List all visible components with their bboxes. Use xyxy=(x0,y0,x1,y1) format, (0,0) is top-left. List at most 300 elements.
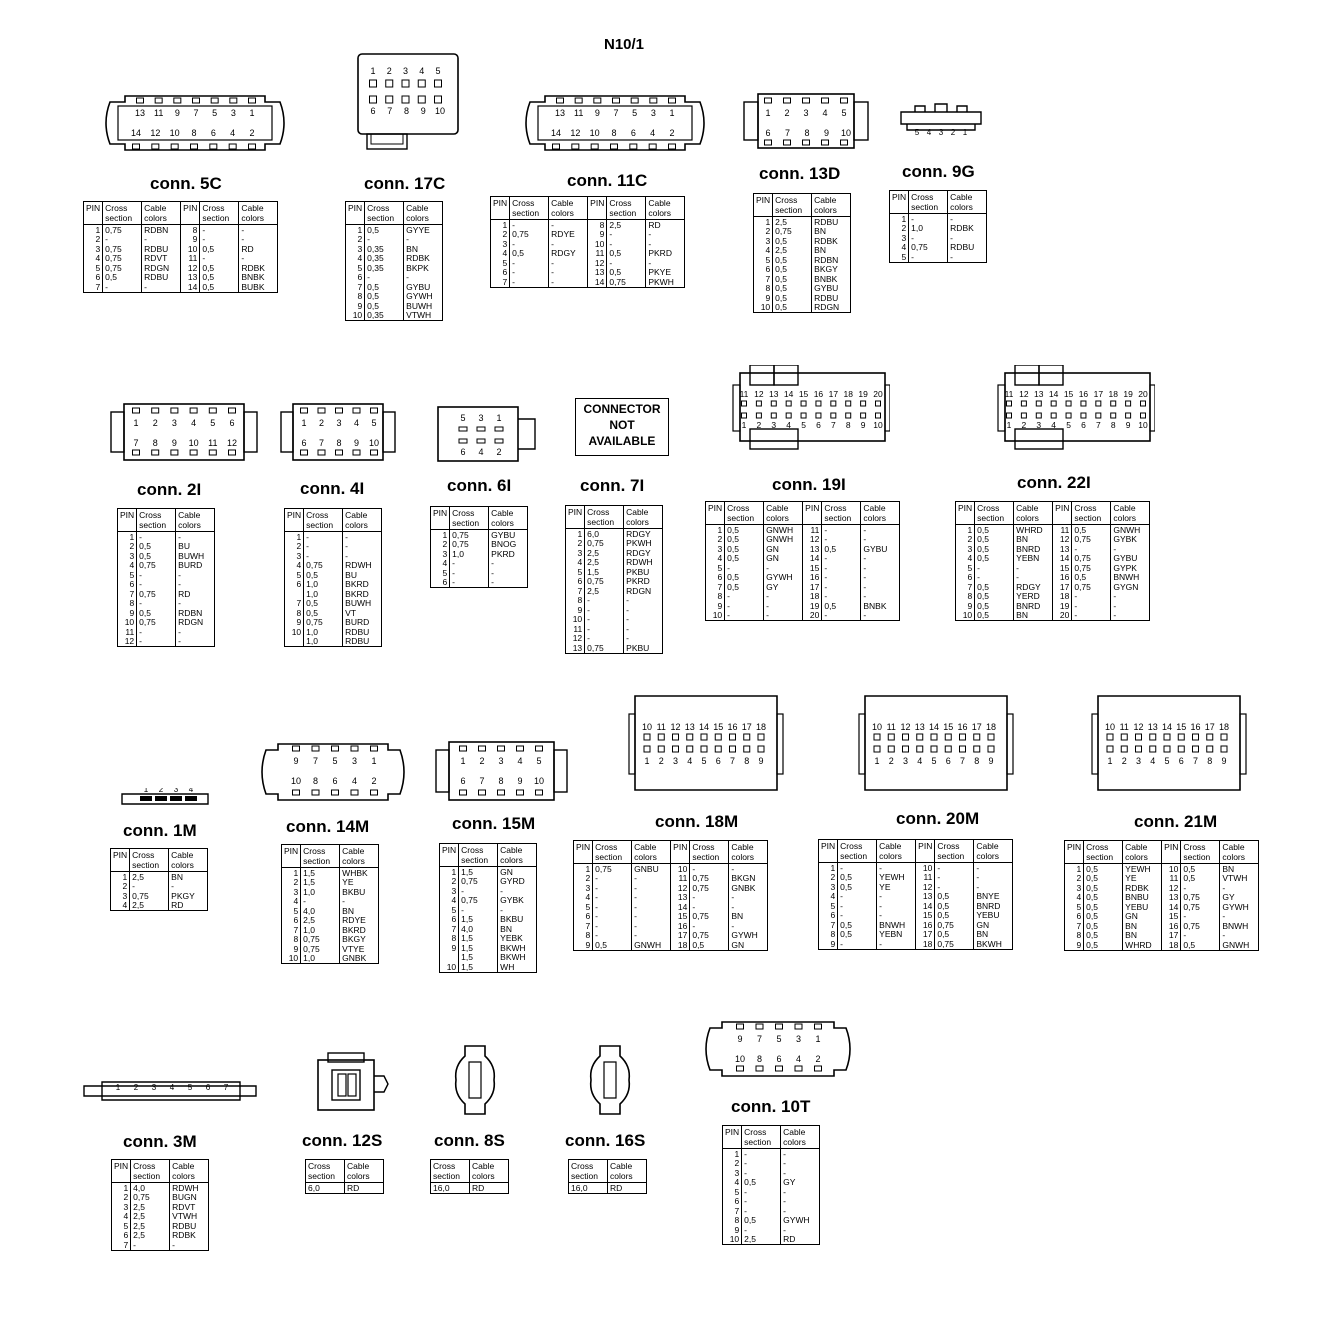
pin-cavity xyxy=(715,734,721,740)
pin-label: 10 xyxy=(368,438,380,448)
header-pin-line1: PIN xyxy=(821,841,836,851)
pin-label: 3 xyxy=(1036,420,1042,430)
pin-label: 6 xyxy=(370,106,376,116)
pin-cavity xyxy=(1081,401,1086,406)
connector-7I-label: conn. 7I xyxy=(580,476,645,495)
header-cable-colors xyxy=(781,1126,820,1149)
header-cross-section xyxy=(690,841,729,864)
pin-label: 7 xyxy=(613,108,619,118)
pin-label: 18 xyxy=(985,722,997,732)
header-cable-colors xyxy=(877,840,916,863)
cable-color: - xyxy=(343,551,382,561)
pin-label: 1 xyxy=(644,756,650,766)
header-cable-colors xyxy=(764,502,803,525)
header-pin xyxy=(574,841,593,864)
header-pin-line1: PIN xyxy=(287,510,302,520)
cable-color: BNBK xyxy=(861,601,900,611)
cross-section: 0,5 xyxy=(742,1178,781,1188)
pin-cavity xyxy=(229,144,236,149)
pin-number: 2 xyxy=(1065,874,1084,884)
pin-number: 6 xyxy=(706,573,725,583)
header-cable-colors xyxy=(170,1160,209,1183)
cross-section: 1,5 xyxy=(459,943,498,953)
cross-section: 0,75 xyxy=(1072,582,1111,592)
table-row xyxy=(566,539,663,549)
pin-number: 8 xyxy=(1065,931,1084,941)
cable-color: - xyxy=(861,611,900,621)
cable-color: - xyxy=(624,605,663,615)
pin-cavity xyxy=(776,1024,783,1029)
connector-4I-label: conn. 4I xyxy=(300,479,365,498)
pin-cavity xyxy=(460,746,467,751)
cross-section: - xyxy=(607,239,646,249)
header-cable-colors-line2: colors xyxy=(1125,852,1148,862)
cable-color: YE xyxy=(877,882,916,892)
table-row xyxy=(111,901,208,911)
cable-color: - xyxy=(343,542,382,552)
cross-section: 0,5 xyxy=(1084,931,1123,941)
pin-table-header xyxy=(574,841,768,864)
cross-section: 1,0 xyxy=(301,887,340,897)
header-cable-colors xyxy=(340,845,379,868)
pin-number: 10 xyxy=(706,611,725,621)
cross-section: 4,0 xyxy=(459,924,498,934)
cross-section: 0,5 xyxy=(725,544,764,554)
pin-label: 11 xyxy=(1004,389,1014,399)
pin-label: 5 xyxy=(632,108,638,118)
header-cable-colors-line1: Cable xyxy=(342,846,365,856)
cable-color: RD xyxy=(169,901,208,911)
cable-color: PKBU xyxy=(624,567,663,577)
pin-label: 10 xyxy=(1104,722,1116,732)
cable-color: - xyxy=(877,911,916,921)
cross-section: - xyxy=(137,599,176,609)
header-cross-section-line1: Cross xyxy=(303,846,326,856)
header-cross-section-line2: section xyxy=(139,520,167,530)
pin-number: 3 xyxy=(754,236,773,246)
cable-color: RDBN xyxy=(142,225,181,235)
header-cross-section-line1: Cross xyxy=(775,195,798,205)
pin-cavity xyxy=(1121,734,1127,740)
pin-label: 2 xyxy=(386,66,392,76)
cable-color: RDGN xyxy=(812,303,851,313)
pin-table-header xyxy=(84,202,278,225)
pin-cavity xyxy=(931,746,937,752)
table-row xyxy=(440,953,537,963)
cable-color: BNBK xyxy=(239,273,278,283)
connector-8S-drawing xyxy=(450,1042,500,1118)
header-cable-colors-line1: Cable xyxy=(976,841,999,851)
pin-label: 3 xyxy=(902,756,909,766)
cross-section: 2,5 xyxy=(301,916,340,926)
header-cross-section xyxy=(822,502,861,525)
pin-number: 1 xyxy=(956,525,975,535)
table-row xyxy=(431,530,528,540)
connector-10T-drawing xyxy=(702,1018,854,1080)
cable-color: BKGY xyxy=(812,265,851,275)
pin-cavity xyxy=(1136,734,1142,740)
pin-label: 10 xyxy=(533,776,545,786)
cable-color: BN xyxy=(812,227,851,237)
header-pin-line1: PIN xyxy=(568,507,583,517)
pin-cavity xyxy=(730,746,736,752)
cross-section: - xyxy=(510,239,549,249)
pin-cavity xyxy=(155,98,162,103)
pin-label: 7 xyxy=(1095,420,1101,430)
cross-section: - xyxy=(585,615,624,625)
pin-number: 8 xyxy=(566,596,585,606)
cross-section: 1,0 xyxy=(304,627,343,637)
pin-label: 7 xyxy=(830,420,836,430)
pin-cavity xyxy=(1126,413,1131,418)
pin-label: 5 xyxy=(931,756,937,766)
table-row xyxy=(84,254,278,264)
cable-color: RDBN xyxy=(176,608,215,618)
pin-table xyxy=(430,506,528,588)
cross-section: - xyxy=(690,921,729,931)
pin-label: 1 xyxy=(874,756,880,766)
table-row xyxy=(754,217,851,227)
cross-section: 0,5 xyxy=(742,1216,781,1226)
pin-cavity xyxy=(1007,413,1012,418)
pin-label: 3 xyxy=(478,413,484,423)
pin-number: 8 xyxy=(706,592,725,602)
header-cable-colors-line1: Cable xyxy=(1016,503,1039,513)
cable-color: GN xyxy=(764,544,803,554)
cable-color: GNWH xyxy=(1111,525,1150,535)
table-row xyxy=(1065,912,1259,922)
pin-number: 1 xyxy=(84,225,103,235)
pin-cavity xyxy=(771,401,776,406)
cross-section: 0,35 xyxy=(365,263,404,273)
cross-section: 2,5 xyxy=(131,1202,170,1212)
pin-cavity xyxy=(988,734,994,740)
pin-number: 7 xyxy=(819,920,838,930)
pin-number: 5 xyxy=(118,570,137,580)
cable-color: RD xyxy=(176,589,215,599)
pin-cavity xyxy=(742,401,747,406)
header-cross-section-line2: section xyxy=(452,518,480,528)
pin-number: 13 xyxy=(671,893,690,903)
pin-label: 1 xyxy=(371,756,377,766)
header-cross-section-line2: section xyxy=(132,860,160,870)
cross-section: 0,5 xyxy=(773,284,812,294)
cross-section: - xyxy=(450,559,489,569)
pin-label: 19 xyxy=(1123,389,1133,399)
pin-number: 11 xyxy=(588,249,607,259)
header-cross-section xyxy=(137,509,176,532)
cable-color: BNWH xyxy=(1220,921,1259,931)
table-row xyxy=(112,1193,209,1203)
cable-color: GY xyxy=(1220,893,1259,903)
pin-label: 17 xyxy=(971,722,982,732)
pin-number: 6 xyxy=(819,911,838,921)
cable-color: RDBU xyxy=(142,244,181,254)
cross-section: - xyxy=(838,892,877,902)
pin-cavity xyxy=(133,408,140,413)
cross-section: - xyxy=(103,235,142,245)
pin-number: 17 xyxy=(803,582,822,592)
pin-number: 1 xyxy=(285,532,304,542)
pin-cavity xyxy=(1164,734,1170,740)
pin-label: 9 xyxy=(594,108,600,118)
cross-section: - xyxy=(585,605,624,615)
header-pin-line1: PIN xyxy=(183,203,198,213)
table-row xyxy=(890,252,987,262)
pin-label: 7 xyxy=(1192,756,1199,766)
pin-cavity xyxy=(572,144,579,149)
cross-section: 0,75 xyxy=(103,263,142,273)
pin-number: 1 xyxy=(1065,864,1084,874)
pin-table-header xyxy=(1065,841,1259,864)
pin-cavity xyxy=(371,450,378,455)
pin-label: 11 xyxy=(886,722,896,732)
pin-label: 8 xyxy=(191,128,197,138)
cable-color: GN xyxy=(764,554,803,564)
pin-cavity xyxy=(960,746,966,752)
cable-color: - xyxy=(764,601,803,611)
pin-number: 17 xyxy=(1162,931,1181,941)
pin-number: 4 xyxy=(956,554,975,564)
pin-label: 18 xyxy=(1218,722,1230,732)
pin-number: 3 xyxy=(819,882,838,892)
cable-color: PKWH xyxy=(624,539,663,549)
pin-cavity xyxy=(318,450,325,455)
cable-color: BNWH xyxy=(877,920,916,930)
connector-4I-pin-table xyxy=(284,508,382,647)
pin-cavity xyxy=(658,734,664,740)
pin-cavity xyxy=(133,144,140,149)
pin-label: 3 xyxy=(803,108,809,118)
connector-6I-pin-table xyxy=(430,506,528,588)
pin-cavity xyxy=(1111,413,1116,418)
pin-cavity xyxy=(1150,734,1156,740)
cross-section: 0,5 xyxy=(773,255,812,265)
header-cross-section-line1: Cross xyxy=(306,510,329,520)
cross-section: 2,5 xyxy=(585,548,624,558)
header-cross-section xyxy=(838,840,877,863)
table-row xyxy=(754,246,851,256)
header-cross-section-line1: Cross xyxy=(587,507,610,517)
cable-color: YE xyxy=(1123,874,1162,884)
pin-number: 4 xyxy=(118,561,137,571)
table-row xyxy=(285,599,382,609)
table-row xyxy=(956,592,1150,602)
table-row xyxy=(118,599,215,609)
pin-cavity xyxy=(1066,401,1071,406)
pin-number: 19 xyxy=(803,601,822,611)
pin-number: 8 xyxy=(181,225,200,235)
pin-number: 5 xyxy=(491,258,510,268)
cross-section: 2,5 xyxy=(773,217,812,227)
pin-label: 8 xyxy=(756,1054,763,1064)
pin-cavity xyxy=(801,413,806,418)
table-row xyxy=(440,915,537,925)
table-row xyxy=(819,911,1013,921)
pin-table xyxy=(305,1159,384,1194)
cable-color: BUGN xyxy=(170,1193,209,1203)
pin-number: 12 xyxy=(181,263,200,273)
pin-cavity xyxy=(1178,734,1184,740)
pin-label: 7 xyxy=(784,128,791,138)
cross-section: - xyxy=(137,570,176,580)
cross-section: - xyxy=(510,268,549,278)
cross-section: - xyxy=(725,592,764,602)
pin-number: 8 xyxy=(440,934,459,944)
pin-label: 8 xyxy=(744,756,750,766)
cable-color: BN xyxy=(498,924,537,934)
connector-15M-drawing xyxy=(433,738,573,803)
header-cable-colors-line1: Cable xyxy=(626,507,649,517)
pin-number: 6 xyxy=(285,580,304,590)
header-pin-line1: PIN xyxy=(892,192,907,202)
pin-number: 16 xyxy=(671,921,690,931)
header-cross-section-line2: section xyxy=(775,205,803,215)
pin-cavity xyxy=(816,401,821,406)
cross-section: 4,0 xyxy=(301,906,340,916)
pin-cavity xyxy=(658,746,664,752)
pin-cavity xyxy=(193,98,200,103)
table-row xyxy=(285,618,382,628)
connector-3M-pin-table xyxy=(111,1159,209,1251)
table-row xyxy=(282,916,379,926)
cable-color: - xyxy=(632,883,671,893)
pin-cavity xyxy=(687,746,693,752)
cable-color: YEBU xyxy=(974,911,1013,921)
pin-number: 9 xyxy=(282,944,301,954)
pin-table-header xyxy=(111,849,208,872)
pin-label: 16 xyxy=(1190,722,1201,732)
header-pin-line1: PIN xyxy=(493,198,508,208)
pin-label: 9 xyxy=(758,756,764,766)
pin-cavity xyxy=(1111,401,1116,406)
cross-section: 0,5 xyxy=(137,542,176,552)
header-cable-colors-line1: Cable xyxy=(241,203,264,213)
cross-section: 0,75 xyxy=(690,912,729,922)
cross-section: - xyxy=(822,573,861,583)
pin-cavity xyxy=(229,408,236,413)
pin-cavity xyxy=(876,413,881,418)
pin-cavity xyxy=(974,734,980,740)
pin-label: 4 xyxy=(353,418,360,428)
pin-number: 2 xyxy=(440,877,459,887)
header-cable-colors-line2: colors xyxy=(879,851,902,861)
cable-color: - xyxy=(1111,544,1150,554)
cable-color: - xyxy=(1220,931,1259,941)
pin-number: 10 xyxy=(346,311,365,321)
cable-color: - xyxy=(624,596,663,606)
pin-cavity xyxy=(669,144,676,149)
pin-number: 10 xyxy=(754,303,773,313)
pin-cavity xyxy=(171,408,178,413)
na-line-2: NOT xyxy=(609,418,635,432)
header-cross-section xyxy=(773,194,812,217)
cable-color: - xyxy=(646,239,685,249)
pin-label: 15 xyxy=(798,389,809,399)
cross-section: 0,5 xyxy=(1072,573,1111,583)
pin-label: 5 xyxy=(841,108,847,118)
cross-section: 0,75 xyxy=(585,643,624,653)
table-row xyxy=(112,1240,209,1250)
pin-table xyxy=(117,508,215,647)
cross-section: 0,75 xyxy=(301,935,340,945)
header-cross-section xyxy=(306,1160,345,1183)
cable-color: - xyxy=(489,559,528,569)
header-cable-colors-line1: Cable xyxy=(1222,842,1245,852)
pin-label: 7 xyxy=(223,1083,229,1092)
cross-section: 0,5 xyxy=(773,236,812,246)
table-row xyxy=(723,1197,820,1207)
pin-label: 6 xyxy=(776,1054,782,1064)
cross-section: 1,5 xyxy=(459,867,498,877)
pin-label: 13 xyxy=(1147,722,1158,732)
header-pin-line1: PIN xyxy=(1067,842,1082,852)
header-cross-section-line2: section xyxy=(133,1171,161,1181)
pin-label: 6 xyxy=(229,418,235,428)
cable-color: BN xyxy=(169,872,208,882)
cross-section: - xyxy=(838,901,877,911)
cable-color: - xyxy=(764,611,803,621)
connector-15M-label: conn. 15M xyxy=(452,814,536,833)
pin-cavity xyxy=(210,144,217,149)
cross-section: 1,0 xyxy=(304,589,343,599)
pin-cavity xyxy=(931,734,937,740)
cross-section: 0,75 xyxy=(593,864,632,874)
cross-section: - xyxy=(725,611,764,621)
connector-10T-pin-table xyxy=(722,1125,820,1245)
table-row xyxy=(819,892,1013,902)
pin-label: 6 xyxy=(301,438,307,448)
pin-label: 10 xyxy=(873,420,883,430)
cross-section: - xyxy=(593,921,632,931)
pin-number: 2 xyxy=(566,539,585,549)
pin-cavity xyxy=(822,140,829,145)
cable-color: - xyxy=(404,273,443,283)
table-row xyxy=(491,268,685,278)
pin-number: 11 xyxy=(118,627,137,637)
pin-number: 13 xyxy=(566,643,585,653)
cross-section: - xyxy=(742,1197,781,1207)
pin-cavity xyxy=(803,140,810,145)
pin-label: 8 xyxy=(1110,420,1116,430)
cable-color: BKRD xyxy=(343,580,382,590)
pin-number: 14 xyxy=(916,901,935,911)
cable-color: BKWH xyxy=(498,943,537,953)
pin-label: 2 xyxy=(1021,420,1027,430)
header-cable-colors-line2: colors xyxy=(731,852,755,862)
cable-color: - xyxy=(861,582,900,592)
pin-label: 6 xyxy=(630,128,636,138)
cable-color: PKRD xyxy=(489,549,528,559)
pin-label: 9 xyxy=(174,108,180,118)
pin-cavity xyxy=(1021,413,1026,418)
cross-section: 0,5 xyxy=(822,544,861,554)
cable-color: PKGY xyxy=(169,891,208,901)
pin-cavity xyxy=(477,427,485,431)
cross-section: 1,5 xyxy=(459,953,498,963)
table-row xyxy=(819,939,1013,949)
cable-color: - xyxy=(974,882,1013,892)
pin-label: 2 xyxy=(888,756,894,766)
header-cross-section-line1: Cross xyxy=(367,203,390,213)
pin-cavity xyxy=(786,401,791,406)
na-line-1: CONNECTOR xyxy=(583,402,661,416)
pin-cavity xyxy=(370,96,377,103)
pin-number: 7 xyxy=(566,586,585,596)
header-cable-colors-line2: colors xyxy=(500,855,523,865)
header-cable-colors-line2: colors xyxy=(551,208,574,218)
pin-cavity xyxy=(133,450,140,455)
